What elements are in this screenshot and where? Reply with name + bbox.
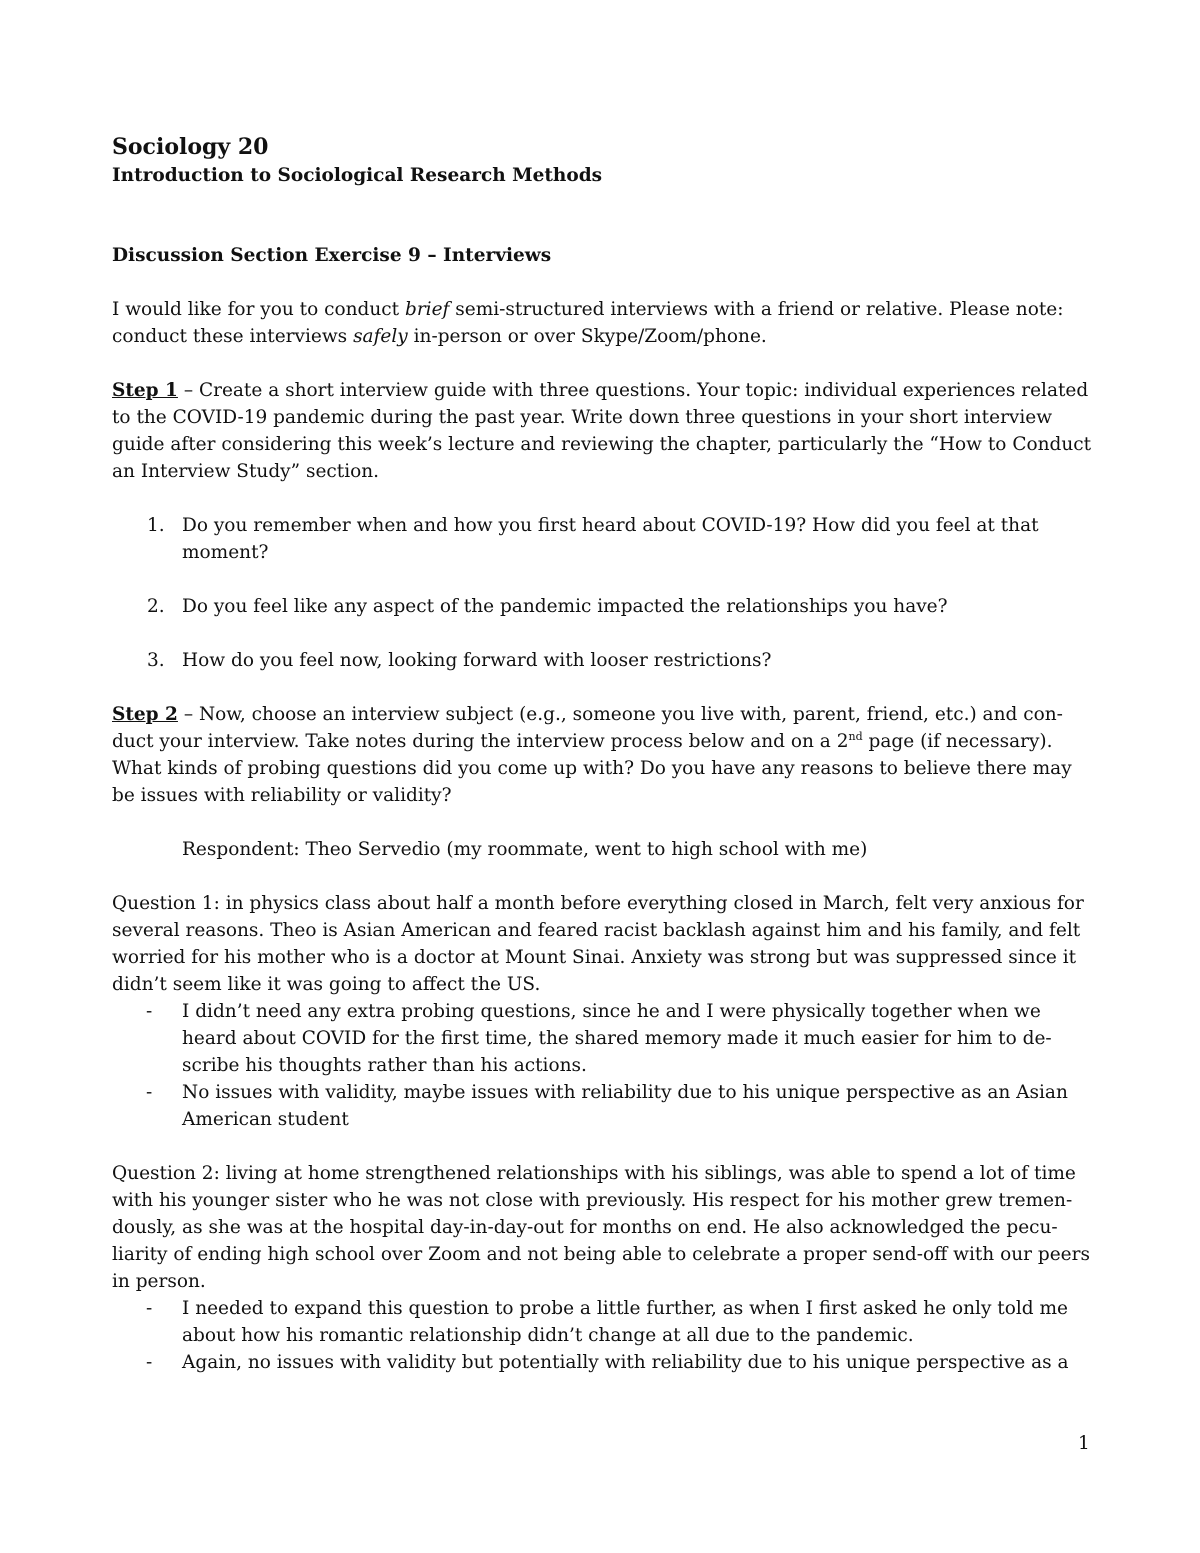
- emphasis-brief: brief: [404, 299, 450, 320]
- course-title: Sociology 20: [112, 134, 269, 160]
- step-1-paragraph: Step 1 – Create a short interview guide with three questions. Your topic: individual experiences related to the COVID-19 pandemic during the past year. Write down three questions in your short interview guide after considering this week’s lecture and reviewing the chapter, particularly the “How to Conduct an Interview Study” section.: [112, 380, 1092, 482]
- document-body: [112, 132, 1097, 1376]
- step-2-label: Step 2: [112, 704, 178, 725]
- list-item: - Again, no issues with validity but potentially with reliability due to his unique perspective as a: [146, 1352, 1069, 1373]
- list-item: - I needed to expand this question to probe a little further, as when I first asked he only told me about how his romantic relationship didn’t change at all due to the pandemic.: [146, 1298, 1068, 1346]
- answer-question-2: Question 2: living at home strengthened relationships with his siblings, was able to spend a lot of time with his younger sister who he was not close with previously. His respect for his mother grew tremen-dously, as she was at the hospital day-in-day-out for months on end. He also acknowledged the pecu-liarity of ending high school over Zoom and not being able to celebrate a proper send-off with our peers in person.: [112, 1163, 1090, 1292]
- list-item: 3. How do you feel now, looking forward with looser restrictions?: [147, 650, 772, 671]
- emphasis-safely: safely: [353, 326, 408, 347]
- list-item: - No issues with validity, maybe issues with reliability due to his unique perspective as an Asian American student: [146, 1082, 1068, 1130]
- page-number: 1: [1078, 1433, 1090, 1454]
- list-item: - I didn’t need any extra probing questions, since he and I were physically together when we heard about COVID for the first time, the shared memory made it much easier for him to de-scribe his thoughts rather than his actions.: [146, 1001, 1052, 1076]
- answer-1-notes: [112, 998, 1097, 1133]
- step-1-label: Step 1: [112, 380, 178, 401]
- course-subtitle: Introduction to Sociological Research Methods: [112, 165, 603, 186]
- step-2-paragraph: Step 2 – Now, choose an interview subject (e.g., someone you live with, parent, friend, etc.) and con-duct your interview. Take notes during the interview process below and on a 2nd page (if necessary). What kinds of probing questions did you come up with? Do you have any reasons to believe there may be issues with reliability or validity?: [112, 704, 1072, 806]
- respondent-line: Respondent: Theo Servedio (my roommate, went to high school with me): [182, 839, 868, 860]
- interview-questions-list: [112, 512, 1097, 674]
- exercise-title: Discussion Section Exercise 9 – Interviews: [112, 245, 552, 266]
- list-item: 1. Do you remember when and how you first heard about COVID-19? How did you feel at that moment?: [147, 515, 1039, 563]
- answer-2-notes: [112, 1295, 1097, 1376]
- list-item: 2. Do you feel like any aspect of the pandemic impacted the relationships you have?: [147, 596, 948, 617]
- intro-paragraph: I would like for you to conduct brief semi-structured interviews with a friend or relative. Please note: conduct these interviews safely in-person or over Skype/Zoom/phone.: [112, 299, 1064, 347]
- answer-question-1: Question 1: in physics class about half a month before everything closed in March, felt very anxious for several reasons. Theo is Asian American and feared racist backlash against him and his family, and felt worried for his mother who is a doctor at Mount Sinai. Anxiety was strong but was suppressed since it didn’t seem like it was going to affect the US.: [112, 893, 1084, 995]
